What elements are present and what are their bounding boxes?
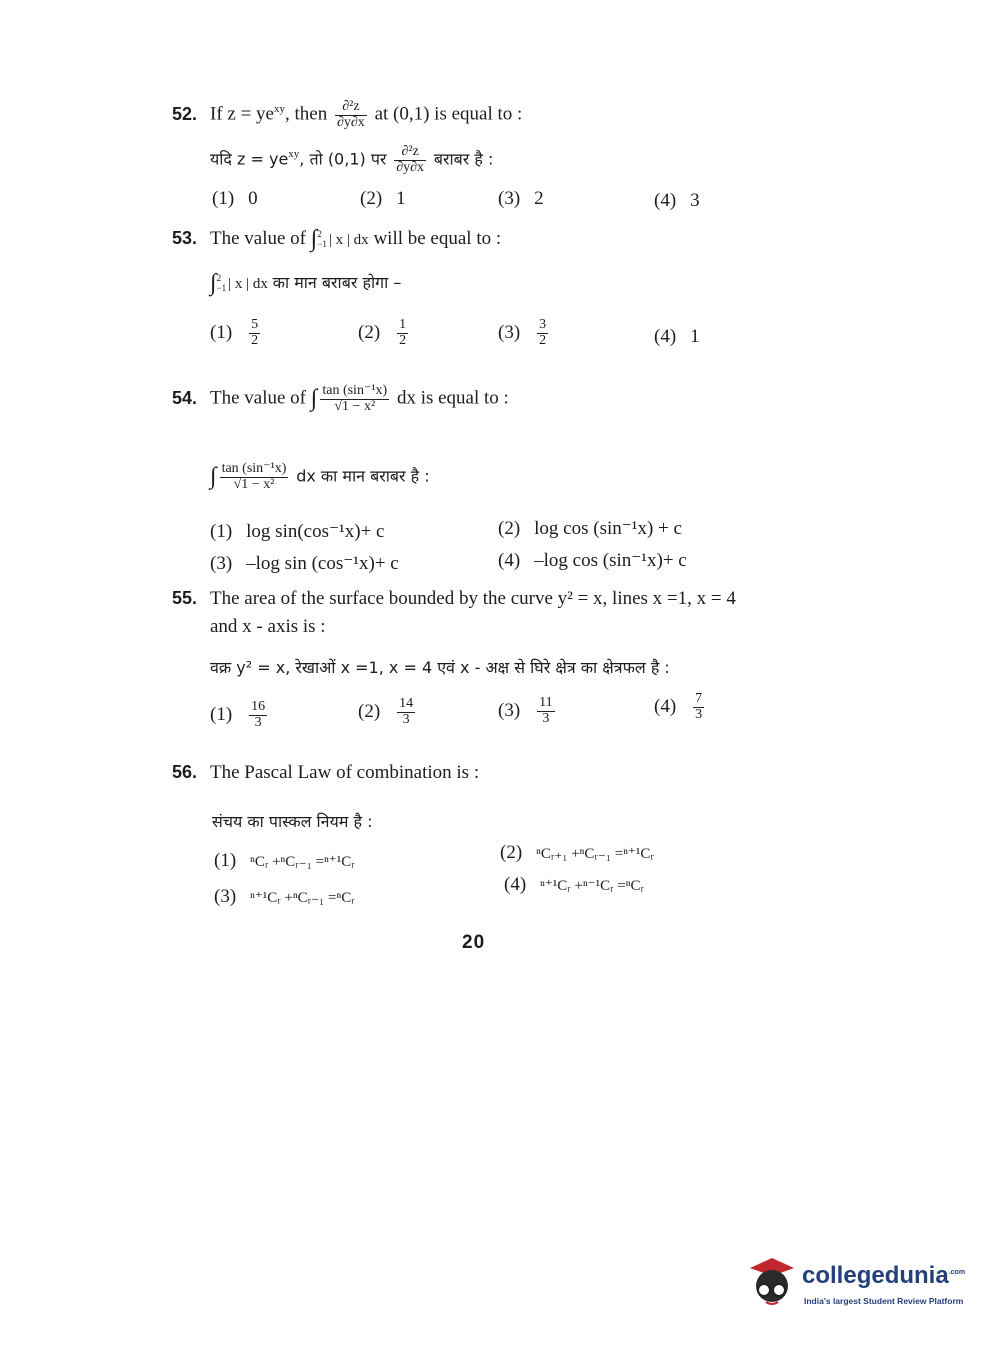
q52-option-1: (1) 0: [212, 188, 258, 209]
q56-option-3: (3) ⁿ⁺¹Cᵣ +ⁿCᵣ₋₁ =ⁿCᵣ: [214, 886, 355, 907]
q55-hindi: वक्र y² = x, रेखाओं x =1, x = 4 एवं x - अक्ष से घिरे क्षेत्र का क्षेत्रफल है :: [210, 658, 670, 677]
integral-sign: ∫: [210, 270, 217, 296]
q55-option-2: (2) $\frac{14}{3}$: [358, 696, 414, 727]
q56-hindi: संचय का पास्कल नियम है :: [212, 812, 373, 831]
logo-wordmark: collegedunia$^{.com}$: [802, 1262, 966, 1289]
q52-derivative: $\frac{\text{∂²z}}{\partial y\partial x}$: [336, 99, 365, 130]
q56-option-4: (4) ⁿ⁺¹Cᵣ +ⁿ⁻¹Cᵣ =ⁿCᵣ: [504, 874, 644, 895]
q53-option-3: (3) $\frac{3}{2}$: [498, 317, 547, 348]
q53-option-1: (1) $\frac{5}{2}$: [210, 317, 259, 348]
logo-tagline: India's largest Student Review Platform: [804, 1296, 964, 1306]
q52-option-3: (3) 2: [498, 188, 544, 209]
q56-option-2: (2) ⁿCᵣ₊₁ +ⁿCᵣ₋₁ =ⁿ⁺¹Cᵣ: [500, 842, 654, 863]
q55-english-line-1: 55. The area of the surface bounded by the curve y² = x, lines x =1, x = 4: [172, 588, 736, 609]
q52-hindi: यदि $z = ye^{xy}$, तो (0,1) पर $\frac{\text{∂²z}}{\partial y\partial x}$ बराबर है :: [210, 144, 494, 175]
q54-hindi: ∫ $\frac{\text{tan (sin⁻¹x)}}{\text{√1 − x²}}$ dx का मान बराबर है :: [210, 461, 430, 492]
q54-option-4: (4) –log cos (sin⁻¹x)+ c: [498, 550, 687, 571]
q55-english-line-2: and x - axis is :: [210, 616, 326, 637]
collegedunia-logo: [744, 1252, 974, 1312]
q55-option-3: (3) $\frac{11}{3}$: [498, 695, 553, 726]
mascot-icon: [744, 1254, 800, 1310]
q54-number: 54.: [172, 387, 198, 408]
integral-sign: ∫: [210, 463, 217, 490]
q56-english: 56. The Pascal Law of combination is :: [172, 762, 480, 783]
q52-number: 52.: [172, 103, 198, 124]
q53-hindi: ∫2 −1 | x | dx का मान बराबर होगा –: [210, 270, 402, 296]
q56-number: 56.: [172, 762, 198, 782]
q53-number: 53.: [172, 227, 198, 248]
q55-option-1: (1) $\frac{16}{3}$: [210, 699, 266, 730]
q55-option-4: (4) $\frac{7}{3}$: [654, 691, 703, 722]
integral-sign: ∫: [310, 226, 318, 252]
q54-english: 54. The value of ∫ $\frac{\text{tan (sin⁻¹x)}}{\text{√1 − x²}}$ dx is equal to :: [172, 383, 509, 414]
q52-english: 52. If $z = ye^{xy}$, then $\frac{\text{∂²z}}{\partial y\partial x}$ at (0,1) is equal to :: [172, 99, 523, 130]
q56-option-1: (1) ⁿCᵣ +ⁿCᵣ₋₁ =ⁿ⁺¹Cᵣ: [214, 850, 355, 871]
q52-option-4: (4) 3: [654, 190, 700, 211]
q53-english: 53. The value of ∫2 −1 | x | dx will be equal to :: [172, 226, 502, 252]
q54-option-2: (2) log cos (sin⁻¹x) + c: [498, 518, 682, 539]
q55-number: 55.: [172, 588, 198, 608]
q54-option-1: (1) log sin(cos⁻¹x)+ c: [210, 521, 385, 542]
q53-option-4: (4) 1: [654, 326, 700, 347]
page-number: 20: [462, 932, 486, 953]
q54-option-3: (3) –log sin (cos⁻¹x)+ c: [210, 553, 399, 574]
q52-option-2: (2) 1: [360, 188, 406, 209]
integral-sign: ∫: [310, 385, 318, 412]
q53-option-2: (2) $\frac{1}{2}$: [358, 317, 407, 348]
